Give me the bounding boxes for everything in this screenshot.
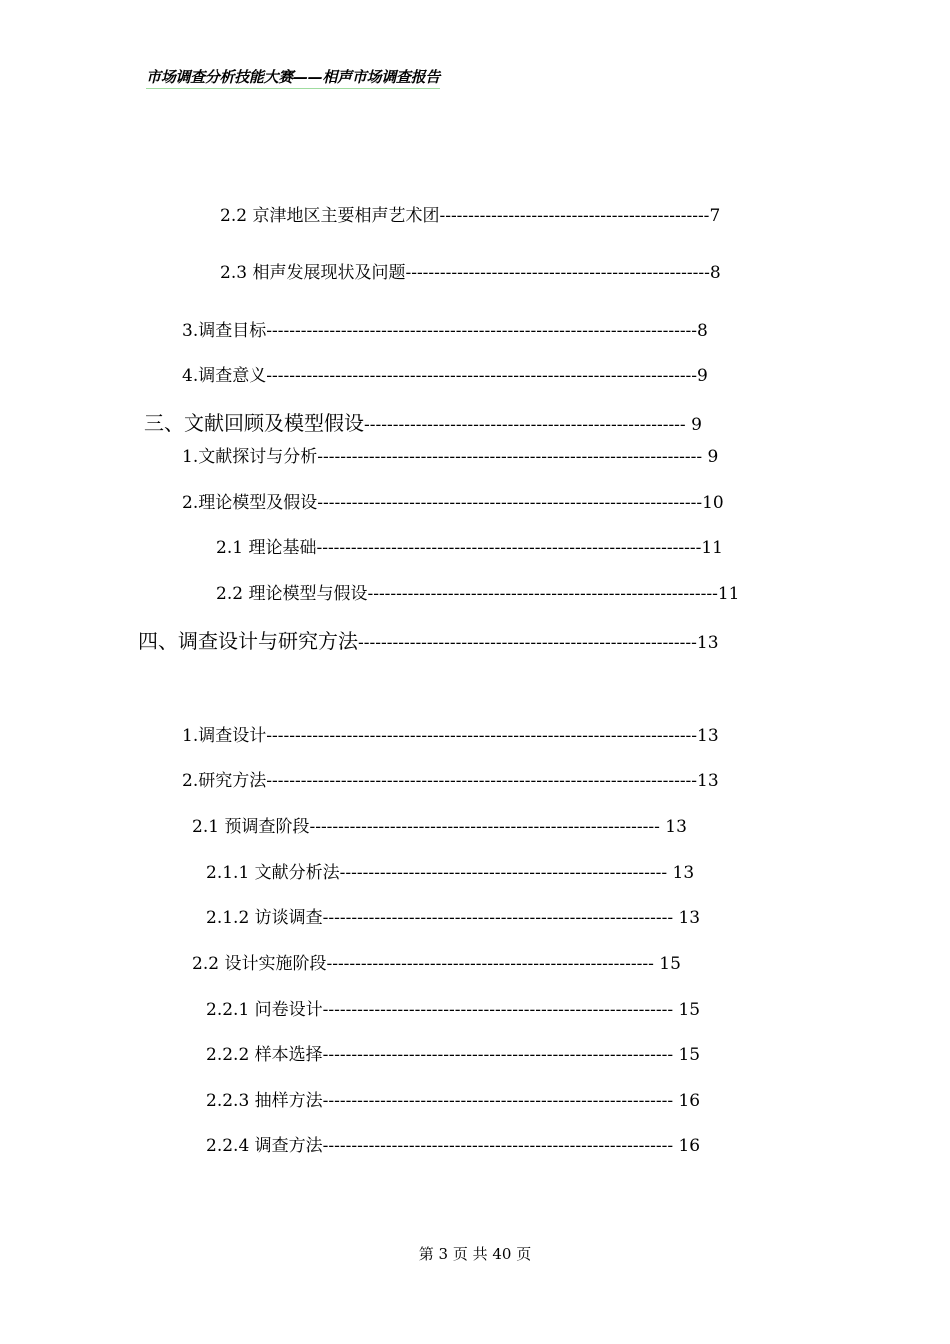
toc-entry-leader: ------------------------------------------------------------- (322, 1091, 674, 1111)
toc-entry-label: 2.2.1 问卷设计 (206, 1000, 323, 1020)
toc-entry-page: 9 (685, 415, 702, 435)
toc-entry[interactable] (192, 952, 681, 976)
toc-entry-page: 8 (709, 263, 721, 283)
toc-entry-label: 2.1 理论基础 (216, 538, 317, 558)
toc-entry[interactable] (220, 204, 720, 228)
toc-entry[interactable] (206, 906, 700, 930)
toc-entry-leader: ------------------------------------------------------------------- (317, 493, 703, 513)
toc-entry-leader: ------------------------------------------------------------- (322, 1000, 674, 1020)
toc-entry-label: 2.2 京津地区主要相声艺术团 (220, 206, 440, 226)
toc-entry-leader: --------------------------------------------------------------------------- (266, 366, 698, 386)
toc-entry-page: 10 (702, 493, 724, 513)
toc-entry-page: 9 (697, 366, 708, 386)
toc-entry-page: 7 (709, 206, 721, 226)
toc-entry-leader: ------------------------------------------------------------------- (316, 538, 702, 558)
toc-entry-leader: -------------------------------------------------------- (364, 415, 686, 435)
toc-entry[interactable] (192, 815, 687, 839)
toc-entry-label: 三、文献回顾及模型假设 (144, 411, 364, 435)
toc-entry-leader: --------------------------------------------------------------------------- (266, 771, 698, 791)
toc-entry-label: 3.调查目标 (182, 321, 267, 341)
toc-entry-label: 2.研究方法 (182, 771, 267, 791)
toc-entry[interactable] (182, 364, 708, 388)
toc-entry-label: 4.调查意义 (182, 366, 267, 386)
toc-entry[interactable] (182, 724, 719, 748)
toc-entry[interactable] (182, 491, 724, 515)
toc-entry-page: 13 (659, 817, 687, 837)
toc-entry[interactable] (206, 1089, 700, 1113)
toc-entry-label: 1.文献探讨与分析 (182, 447, 318, 467)
page-header-title: 市场调查分析技能大赛——相声市场调查报告 (146, 66, 440, 89)
toc-entry-leader: ----------------------------------------------------------- (358, 633, 697, 653)
toc-entry-page: 11 (717, 584, 740, 604)
toc-entry-page: 15 (673, 1045, 701, 1065)
page-footer: 第 3 页 共 40 页 (418, 1245, 532, 1263)
toc-entry-label: 2.2.4 调查方法 (206, 1136, 323, 1156)
toc-entry-leader: --------------------------------------------------------------------------- (266, 726, 698, 746)
toc-entry-page: 13 (697, 771, 719, 791)
toc-entry-page: 15 (653, 954, 681, 974)
toc-entry-leader: ------------------------------------------------------------- (309, 817, 660, 837)
toc-entry-leader: --------------------------------------------------------- (339, 863, 668, 883)
toc-entry-page: 8 (697, 321, 708, 341)
toc-entry-label: 2.2.3 抽样方法 (206, 1091, 323, 1111)
toc-entry-leader: ----------------------------------------------- (439, 206, 710, 226)
toc-section-heading[interactable] (144, 411, 702, 437)
toc-entry-label: 2.1.1 文献分析法 (206, 863, 340, 883)
toc-entry-leader: ------------------------------------------------------------- (322, 1045, 674, 1065)
toc-entry-label: 1.调查设计 (182, 726, 267, 746)
toc-entry-page: 11 (701, 538, 723, 558)
toc-entry-leader: ----------------------------------------------------- (405, 263, 710, 283)
toc-entry-page: 13 (696, 633, 719, 653)
toc-entry-leader: ------------------------------------------------------------------- (317, 447, 703, 467)
toc-entry[interactable] (182, 319, 708, 343)
toc-entry-page: 16 (673, 1091, 701, 1111)
toc-entry-page: 15 (673, 1000, 701, 1020)
toc-entry[interactable] (206, 1043, 700, 1067)
toc-entry-page: 16 (673, 1136, 701, 1156)
toc-entry[interactable] (182, 445, 718, 469)
toc-entry-label: 2.2 设计实施阶段 (192, 954, 327, 974)
toc-entry[interactable] (206, 861, 694, 885)
toc-entry-page: 9 (702, 447, 719, 467)
toc-entry-label: 2.3 相声发展现状及问题 (220, 263, 406, 283)
toc-entry-leader: ------------------------------------------------------------- (322, 1136, 674, 1156)
toc-entry-page: 13 (667, 863, 695, 883)
toc-entry[interactable] (220, 261, 721, 285)
toc-entry-page: 13 (673, 908, 701, 928)
toc-entry[interactable] (216, 582, 740, 606)
toc-entry-leader: ------------------------------------------------------------- (367, 584, 718, 604)
toc-entry[interactable] (182, 769, 719, 793)
toc-entry-label: 2.2 理论模型与假设 (216, 584, 368, 604)
toc-entry[interactable] (206, 1134, 700, 1158)
toc-entry-label: 2.1.2 访谈调查 (206, 908, 323, 928)
toc-entry-label: 四、调查设计与研究方法 (138, 629, 358, 653)
toc-entry-leader: --------------------------------------------------------------------------- (266, 321, 698, 341)
toc-entry[interactable] (206, 998, 700, 1022)
toc-entry-label: 2.1 预调查阶段 (192, 817, 310, 837)
toc-entry-label: 2.理论模型及假设 (182, 493, 318, 513)
toc-entry-leader: ------------------------------------------------------------- (322, 908, 674, 928)
toc-section-heading[interactable] (138, 629, 719, 655)
toc-entry-page: 13 (697, 726, 719, 746)
toc-entry-leader: --------------------------------------------------------- (326, 954, 654, 974)
toc-entry-label: 2.2.2 样本选择 (206, 1045, 323, 1065)
toc-entry[interactable] (216, 536, 723, 560)
